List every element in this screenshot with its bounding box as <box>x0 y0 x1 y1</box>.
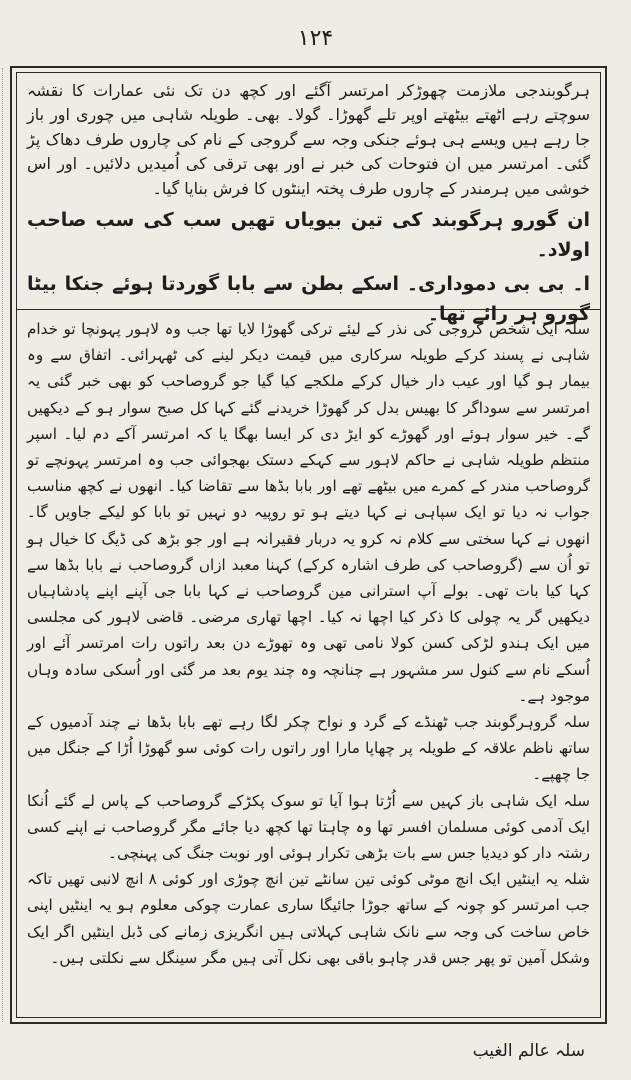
page-number: ۱۲۴ <box>297 26 334 51</box>
wives-heading: ان گورو ہرگوبند کی تین بیویاں تھیں سب کی سب صاحب اولاد۔ <box>27 209 590 262</box>
note-1: سلہ ایک شخص گروجی کی نذر کے لیئے ترکی گھوڑا لایا تھا جب وہ لاہور پہونچا تو خدام شاہی نے پسند کرکے طویلہ سرکاری میں قیمت دیکر لینے کی ٹھہرائی۔ اتفاق سے وہ بیمار ہو گیا اور عیب دار خیال کرکے ملکجے کیا گیا جو گروصاحب کو بھی خبر گئی یہ امرتسر سے سوداگر کا بھیس بدل کر گھوڑا خریدنے گئے کہا کل صبح سوار ہو کے دیکھیں گے۔ خیر سوار ہوئے اور گھوڑے کو ایڑ دی کر ایسا بھگا یا کہ امرتسر آکے دم لیا۔ اسپر منتظم طویلہ شاہی نے حاکم لاہور سے کہکے دستک بھجوائی جب وہ امرتسر پہونچے تو گروصاحب مندر کے کمرے میں بیٹھے تھے اور بابا بڈھا سے تقاضا کیا۔ انھوں نے کچھ مناسب جواب نہ دیا تو ایک سپاہی نے کہا دیتے ہو تو روپیہ دو نہیں تو بابا کو لیکے جاویں گا۔ انھوں نے کہا سختی سے کلام نہ کرو یہ دربار فقیرانہ ہے اور جو بڑھ کی ڈیگ کا خیال ہو تو اُن سے (گروصاحب کی طرف اشارہ کرکے) کہنا معبد ازاں گروصاحب نے بابا بڈھا سے کہا کیا بات تھی۔ بولے آپ استرانی مین گروصاحب نے کہا بابا جی آپنے اپنے پادشاہیاں دیکھیں گر یہ چولی کا ذکر کیا اچھا نہ کیا۔ اچھا تھاری مرضی۔ قاضی لاہور کی مجلسی میں ایک ہندو لڑکی کسن کولا نامی تھی وہ تھوڑے دن بعد راتوں رات امرتسر آئے اور اُسکے نام سے کنول سر مشہور ہے چنانچہ وہ چند یوم بعد مر گئی اور اُسکی سادہ وہاں موجود ہے۔ <box>27 320 590 705</box>
note-4: شلہ یہ اینٹیں ایک انچ موٹی کوئی تین سانٹے تین انچ چوڑی اور کوئی ۸ انچ لانبی تھیں تاکہ جب امرتسر کو چونہ کے ساتھ جوڑا جائیگا ساری عمارت چوکی معلوم ہو یہ اینٹیں اپنی خاص ساخت کی وجہ سے نانک شاہی کہلاتی ہیں انگریزی زمانے کی ڈبل اینٹیں اگر ایک وشکل آمین تو پھر جس قدر چاہو باقی بھی نکل آتی ہیں مگر سینگل سے نکلتی ہیں۔ <box>27 870 590 967</box>
notes-block <box>17 310 600 1014</box>
main-text-block <box>17 73 600 326</box>
text-frame-inner <box>16 72 601 1018</box>
note-2: سلہ گروہرگوبند جب ٹھنڈے کے گرد و نواح چکر لگا رہے تھے بابا بڈھا نے چند آدمیوں کے ساتھ ناظم علاقہ کے طویلہ پر چھاپا مارا اور راتوں رات کوئی سو گھوڑا اُڑا کے جنگل میں جا چھپے۔ <box>27 713 590 784</box>
note-3: سلہ ایک شاہی باز کہیں سے اُڑتا ہوا آیا تو سوک پکڑکے گروصاحب کے پاس لے گئے اُنکا ایک آدمی کوئی مسلمان افسر تھا وہ چاہتا تھا کچھ دیا جائے مگر گروصاحب نے اپنے کسی رشتہ دار کو دیدیا جس سے بات بڑھی تکرار ہوئی اور نوبت جنگ کی پہنچی۔ <box>27 791 590 863</box>
footnote: سلہ عالم الغیب <box>472 1041 585 1061</box>
text-frame <box>10 66 607 1024</box>
binding-edge <box>2 68 9 1022</box>
main-paragraph: ہرگوبندجی ملازمت چھوڑکر امرتسر آگئے اور کچھ دن تک نئی عمارات کا نقشہ سوچتے رہے اٹھتے بیٹھتے اوپر تلے گھوڑا۔ گولا۔ بھی۔ طویلہ شاہی میں چوری اور باز جا رہے ہیں ویسے ہی ہوئے جنکی وجہ سے گروجی کے نام کی چاروں طرف دھاک پڑ گئی۔ امرتسر میں ان فتوحات کی خبر نے اور بھی ترقی کی اُمیدیں دلائیں۔ اور اس خوشی میں ہرمندر کے چاروں طرف پختہ اینٹوں کا فرش بنایا گیا۔ <box>27 81 590 198</box>
first-wife-line: ا۔ بی بی دموداری۔ اسکے بطن سے بابا گوردتا ہوئے جنکا بیٹا گورو ہر رائے تھا۔ <box>27 273 590 326</box>
